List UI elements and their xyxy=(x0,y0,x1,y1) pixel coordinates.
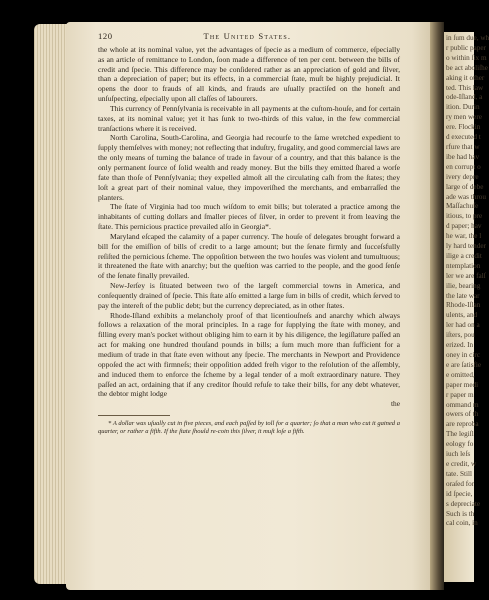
facing-page-line: ibe had hav xyxy=(446,152,480,161)
facing-page-line: itious, to pre xyxy=(446,212,483,221)
facing-page-line: ry men were xyxy=(446,113,482,122)
paragraph: This currency of Pennſylvania is receivable in all payments at the cuſtom-houſe, and for certain taxes, at its nominal value; yet it has ſunk to two-thirds of this value, in the few commercial tranſactions where it is received. xyxy=(98,103,400,133)
running-head-title: The United States. xyxy=(203,31,292,41)
running-header xyxy=(98,32,400,42)
book-gutter xyxy=(430,22,444,590)
paragraph: the whole at its nominal value, yet the advantages of ſpecie as a medium of commerce, eſpecially as an article of remittance to London, ſoon made a difference of ten per cent. between the bills of credit and ſpecie. This difference may be conſidered rather as an appreciation of gold and ſilver, than a depreciation of paper; but its effects, in a commercial ſtate, muſt be highly prejudicial. It opens the door to frauds of all kinds, and frauds are uſually practiſed on the honeſt and unſuſpecting, eſpecially upon all claſſes of labourers. xyxy=(98,44,400,104)
facing-page-line: e omitted, xyxy=(446,370,475,379)
facing-page-line: The legiſl xyxy=(446,430,474,439)
facing-page-line: d executed t xyxy=(446,133,481,142)
facing-page-line: ntemplation xyxy=(446,261,481,270)
facing-page-line: be act aboliſhe xyxy=(446,63,488,72)
facing-page-line: e are ſatisfie xyxy=(446,360,482,369)
facing-page-line: e credit, w xyxy=(446,459,477,468)
facing-page-line: he war, the l xyxy=(446,232,482,241)
facing-page-line: ade was throu xyxy=(446,192,486,201)
footnote: * A dollar was uſually cut in five pieces, and each paſſed by toll for a quarter; ſo that a man who cut it gained a quarter, or rather a fifth. If the ſtate ſhould re-coin this ſilver, it muſt loſe a fifth. xyxy=(98,420,400,436)
facing-page-line: iſters, pou xyxy=(446,331,475,340)
facing-page-fragment xyxy=(444,32,489,582)
page-number: 120 xyxy=(98,31,113,41)
facing-page-line: ilie, bearing xyxy=(446,281,481,290)
facing-page-line: ulents, and xyxy=(446,311,478,320)
facing-page-line: tate. Still xyxy=(446,469,472,478)
paragraph: The ſtate of Virginia had too much wiſdom to emit bills; but tolerated a practice among the inhabitants of cutting dollars and ſmaller pieces of ſilver, in order to prevent it from leaving the ſtate. This pernicious practice prevailed alſo in Georgia*. xyxy=(98,202,400,232)
facing-page-line: ted. This law xyxy=(446,83,484,92)
facing-page-line: d paper; hav xyxy=(446,222,482,231)
facing-page-line: ivery depre xyxy=(446,172,479,181)
facing-page-line: Such is th xyxy=(446,509,475,518)
facing-page-line: o within ſix m xyxy=(446,53,487,62)
facing-page-line: ommand m xyxy=(446,400,479,409)
facing-page-line: large of debe xyxy=(446,182,484,191)
facing-page-line: aking it other xyxy=(446,73,485,82)
catchword: the xyxy=(390,399,400,409)
facing-page-line: cal coin, in xyxy=(446,519,478,528)
facing-page-line: oney in circ xyxy=(446,351,480,359)
facing-page-line: ition. Durin xyxy=(446,103,480,112)
facing-page-line: ler had on a xyxy=(446,321,480,330)
facing-page-line: oraſed for xyxy=(446,479,475,488)
facing-page-line: id ſpecie, xyxy=(446,489,473,498)
facing-page-line: rfure that w xyxy=(446,142,480,151)
facing-page-line: s depreciate xyxy=(446,499,481,508)
facing-page-line: ode-Iſland, a xyxy=(446,93,483,102)
facing-page-line: ly hard tender xyxy=(446,242,486,251)
facing-page-line: are reproba xyxy=(446,420,479,429)
facing-page-line: r public paper xyxy=(446,43,486,52)
facing-page-line: ler we are falſ xyxy=(446,271,486,280)
paragraph: Maryland eſcaped the calamity of a paper currency. The houſe of delegates brought forward a bill for the emiſſion of bills of credit to a large amount; but the ſenate firmly and ſucceſsfully reſiſted the pernicious ſcheme. The oppoſition between the two houſes was violent and tumultuous; it threatened the ſtate with anarchy; but the queſtion was carried to the people, and the good ſenſe of the ſenate finally prevailed. xyxy=(98,231,400,281)
paragraph: Rhode-Iſland exhibits a melancholy proof of that licentiouſneſs and anarchy which always follows a relaxation of the moral principles. In a rage for ſupplying the ſtate with money, and filling every man's pocket without obliging him to earn it by his diligence, the legiſlature paſſed an act for making one hundred thouſand pounds in bills; a ſum much more than ſufficient for a medium of trade in that ſtate even without any ſpecie. The merchants in Newport and Providence oppoſed the act with firmneſs; their oppoſition added freſh vigor to the reſolution of the aſſembly, and induced them to enforce the ſcheme by a legal tender of a moſt extraordinary nature. They paſſed an act, ordaining that if any creditor ſhould refuſe to take their bills, for any debt whatever, the debtor might lodge xyxy=(98,310,400,399)
facing-page-line: the late war xyxy=(446,291,480,300)
facing-page-text xyxy=(444,32,489,529)
facing-page-line: eology fo xyxy=(446,440,474,449)
facing-page-line: iuch leſs xyxy=(446,450,471,459)
facing-page-line: Rhode-Iſlan xyxy=(446,301,481,310)
facing-page-line: r paper m xyxy=(446,390,474,399)
facing-page-line: erized. In xyxy=(446,341,474,350)
paragraph: North Carolina, South-Carolina, and Georgia had recourſe to the ſame wretched expedient to ſupply themſelves with money; not reflecting that induſtry, frugality, and good commercial laws are the only means of turning the balance of trade in favour of a country, and that this balance is the only permanent ſource of ſolid wealth and ready money. But the bills they emitted ſhared a worſe fate than thoſe of Pennſylvania; they expelled almoſt all the circulating caſh from the ſtates; they loſt a great part of their nominal value, they impoveriſhed the merchants, and embarraſſed the planters. xyxy=(98,133,400,202)
facing-page-line: owers of th xyxy=(446,410,479,419)
page-text-block xyxy=(98,32,400,437)
facing-page-line: ilige a credit xyxy=(446,251,482,260)
facing-page-line: paper medi xyxy=(446,380,479,389)
paragraph: New-Jerſey is ſituated between two of the largeſt commercial towns in America, and conſequently drained of ſpecie. This ſtate alſo emitted a large ſum in bills of credit, which ſerved to pay the intereſt of the public debt; but the currency depreciated, as in other ſtates. xyxy=(98,281,400,310)
facing-page-line: in ſum due, wh xyxy=(446,34,489,42)
facing-page-line: en corrupt o xyxy=(446,162,481,171)
facing-page-line: Maſſachuſe xyxy=(446,202,479,211)
facing-page-line: ere. Flockin xyxy=(446,123,481,132)
footnote-rule xyxy=(98,415,170,416)
